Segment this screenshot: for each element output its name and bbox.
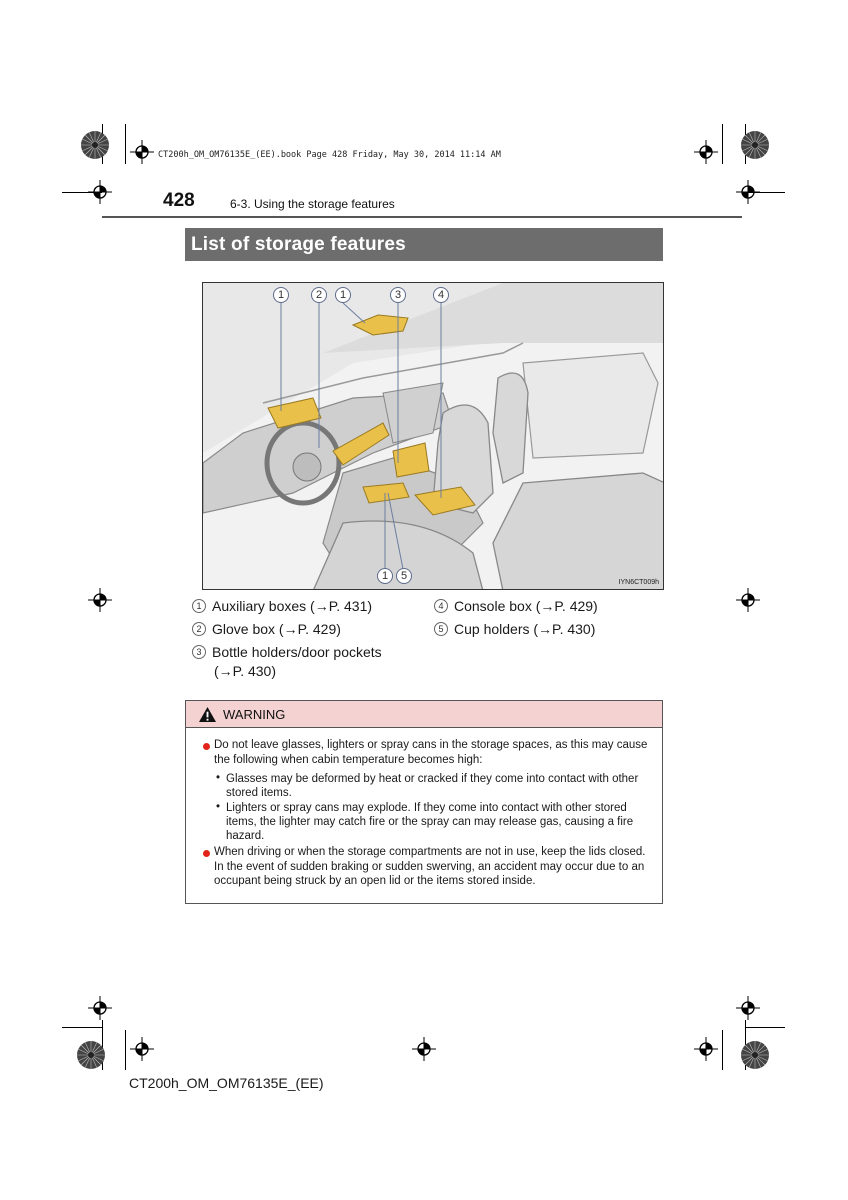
interior-figure [202, 282, 664, 590]
warning-text: Lighters or spray cans may explode. If they come into contact with other stored [226, 802, 627, 814]
callout-2: 2 [311, 287, 327, 303]
registration-mark-icon [130, 1037, 154, 1061]
crop-line [125, 124, 126, 164]
legend-number: 4 [434, 599, 448, 613]
car-interior-illustration [203, 283, 664, 590]
crop-line [722, 124, 723, 164]
crop-line [722, 1030, 723, 1070]
warning-text: the following when cabin temperature becomes high: [214, 754, 483, 766]
red-bullet [203, 850, 210, 857]
legend-item [434, 598, 598, 614]
color-rosette-icon [740, 130, 770, 160]
registration-mark-icon [736, 588, 760, 612]
registration-mark-icon [694, 140, 718, 164]
warning-text: items, the lighter may catch fire or the spray can may release gas, causing a fire [226, 816, 634, 828]
header-rule [102, 216, 742, 218]
registration-mark-icon [88, 996, 112, 1020]
warning-box [185, 700, 663, 904]
warning-text: In the event of sudden braking or sudden swerving, an accident may occur due to an [214, 861, 645, 873]
legend-text-continuation: (→P. 430) [214, 663, 276, 679]
registration-mark-icon [88, 180, 112, 204]
warning-text: occupant being struck by an open lid or the items stored inside. [214, 875, 536, 887]
warning-text: stored items. [226, 787, 292, 799]
sub-bullet: • [216, 801, 221, 813]
registration-mark-icon [736, 996, 760, 1020]
red-bullet [203, 743, 210, 750]
legend-number: 3 [192, 645, 206, 659]
page-number: 428 [163, 190, 195, 211]
warning-title: WARNING [223, 706, 286, 722]
legend-text: Cup holders (→P. 430) [454, 621, 596, 637]
legend-item [192, 598, 372, 614]
legend-text: Bottle holders/door pockets [212, 644, 382, 660]
callout-1: 1 [377, 568, 393, 584]
crop-line [62, 1027, 102, 1028]
sub-bullet: • [216, 772, 221, 784]
legend-number: 1 [192, 599, 206, 613]
legend-item [434, 621, 595, 637]
registration-mark-icon [88, 588, 112, 612]
crop-line [745, 1027, 785, 1028]
warning-triangle-icon [198, 706, 217, 723]
legend-text: Console box (→P. 429) [454, 598, 598, 614]
registration-mark-icon [694, 1037, 718, 1061]
warning-text: When driving or when the storage compartments are not in use, keep the lids closed. [214, 846, 646, 858]
registration-mark-icon [412, 1037, 436, 1061]
callout-4: 4 [433, 287, 449, 303]
warning-text: hazard. [226, 830, 265, 842]
callout-5: 5 [396, 568, 412, 584]
section-title-bar [185, 228, 663, 261]
running-head: 6-3. Using the storage features [230, 197, 395, 211]
warning-text: Do not leave glasses, lighters or spray cans in the storage spaces, as this may cause [214, 739, 648, 751]
color-rosette-icon [740, 1040, 770, 1070]
registration-mark-icon [736, 180, 760, 204]
legend-item [192, 644, 382, 660]
legend-text: Glove box (→P. 429) [212, 621, 341, 637]
figure-code: IYN6CT009h [618, 579, 659, 586]
footer-code: CT200h_OM_OM76135E_(EE) [129, 1075, 324, 1091]
crop-line [125, 1030, 126, 1070]
legend-item [192, 621, 341, 637]
callout-3: 3 [390, 287, 406, 303]
warning-header [186, 701, 662, 728]
legend-number: 5 [434, 622, 448, 636]
legend-text: Auxiliary boxes (→P. 431) [212, 598, 373, 614]
callout-1: 1 [335, 287, 351, 303]
color-rosette-icon [76, 1040, 106, 1070]
callout-1: 1 [273, 287, 289, 303]
legend-number: 2 [192, 622, 206, 636]
print-header: CT200h_OM_OM76135E_(EE).book Page 428 Friday, May 30, 2014 11:14 AM [158, 150, 501, 160]
warning-text: Glasses may be deformed by heat or cracked if they come into contact with other [226, 773, 639, 785]
section-title: List of storage features [191, 233, 406, 255]
registration-mark-icon [130, 140, 154, 164]
color-rosette-icon [80, 130, 110, 160]
